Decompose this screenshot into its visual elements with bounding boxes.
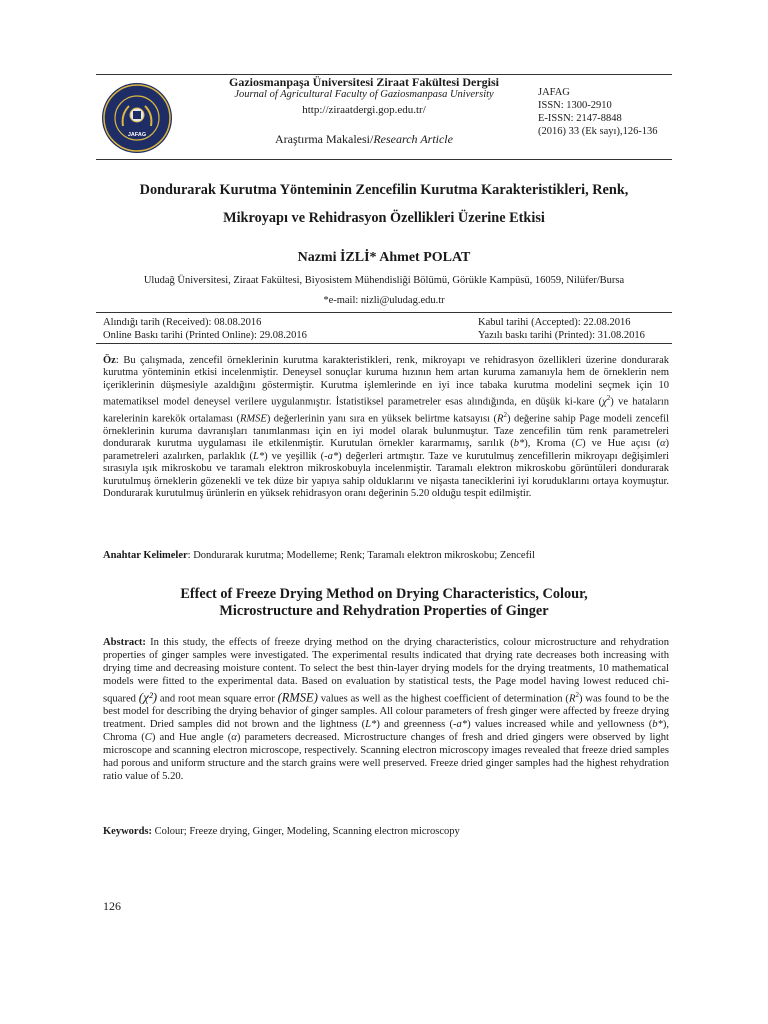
affiliation: Uludağ Üniversitesi, Ziraat Fakültesi, Biyosistem Mühendisliği Bölümü, Görükle Kampüsü, 16059, Nilüfer/Bursa bbox=[143, 275, 625, 286]
volume-info: (2016) 33 (Ek sayı),126-136 bbox=[538, 126, 658, 137]
abstract-en: Abstract: In this study, the effects of freeze drying method on the drying characteristics, colour microstructure and rehydration properties of ginger samples were investigated. The experimental results indicated that drying rate decreases both increasing with drying time and decreasing moisture content. To select the best thin-layer drying models for the drying treatments, 10 mathematical models were fitted to the experimental data. Based on evaluation by statistical tests, the Page model having lowest reduced chi-squared (χ²) and root mean square error (RMSE) values as well as the highest coefficient of determination $(R^2)$ was found to be the best model for describing the drying behavior of ginger samples. All colour parameters of fresh ginger were affected by freeze drying treatment. Dried samples did not brown and the lightness (L*) and greenness (-a*) values increased while and yellowness (b*), Chroma (C) and Hue angle (α) parameters decreased. Microstructure changes of fresh and dried gingers were observed by light microscope and scanning electron microscope, respectively. Scanning electron microscopy images revealed that freeze dried samples had porous and uniform structure and the starch grains were well preserved. Freeze dried ginger samples had the highest rehydration ratio value of 5.20. bbox=[103, 637, 669, 782]
abstract-tr: Öz: Bu çalışmada, zencefil örneklerinin kurutma karakteristikleri, renk, mikroyapı ve rehidrasyon özellikleri üzerine dondurarak kurutma yönteminin etkisi incelenmiştir. Deneysel sonuçlar kuruma hızının hem artan kuruma zamanıyla hem de örneklerin nem içeriklerinin düşmesiyle azaldığını göstermiştir. Kurutma işlemlerinde en iyi ince tabaka kurutma modelini seçmek için 10 matematiksel model deneysel verilere uygulanmıştır. İstatistiksel parametreler esas alındığında, en düşük ki-kare $(\chi^2)$ ve hataların karelerinin karekök ortalaması (RMSE) değerlerinin yanı sıra en yüksek belirtme katsayısı $(R^2)$ değerine sahip Page modeli zencefil örneklerinin kuruma davranışları tanımlanması için en iyi model olarak bulunmuştur. Taze zencefilin tüm renk parametreleri dondurarak kurutma uygulaması ile etkilenmiştir. Kurutulan örnekler kararmamış, sarılık (b*), Kroma (C) ve Hue açısı (α) parametreleri azalırken, parlaklık (L*) ve yeşillik (-a*) değerleri artmıştır. Taze ve kurutulmuş zencefillerin mikroyapı değişimleri sırasıyla ışık mikroskobu ve taramalı elektron mikroskobuyla incelenmiştir. Taramalı elektron mikroskobu görüntüleri dondurarak kurutulmuş örneklerin gözenekli ve tek düze bir yapıya sahip olduklarını ve nişasta taneciklerini iyi koruduklarını ortaya koymuştur. Dondurarak kurutulmuş ürünlerin en yüksek rehidrasyon oranı değerinin 5.20 olduğu tespit edilmiştir. bbox=[103, 355, 669, 500]
keywords-tr: Anahtar Kelimeler: Dondurarak kurutma; Modelleme; Renk; Taramalı elektron mikroskobu; Zencefil bbox=[103, 550, 535, 561]
keywords-en: Keywords: Colour; Freeze drying, Ginger, Modeling, Scanning electron microscopy bbox=[103, 826, 460, 837]
dates-left bbox=[103, 316, 423, 342]
journal-header bbox=[188, 76, 540, 146]
journal-url[interactable]: http://ziraatdergi.gop.edu.tr/ bbox=[302, 104, 426, 116]
dates-right bbox=[478, 316, 672, 342]
authors: Nazmi İZLİ* Ahmet POLAT bbox=[297, 250, 471, 265]
journal-title: Gaziosmanpaşa Üniversitesi Ziraat Fakültesi Dergisi bbox=[229, 75, 499, 89]
dates-bottom-rule bbox=[96, 343, 672, 344]
page-number: 126 bbox=[103, 899, 121, 913]
printed-date: Yazılı baskı tarihi (Printed): 31.08.2016 bbox=[478, 330, 645, 341]
accepted-date: Kabul tarihi (Accepted): 22.08.2016 bbox=[478, 317, 631, 328]
journal-title-en: Journal of Agricultural Faculty of Gaziosmanpasa University bbox=[234, 89, 494, 100]
article-type: Araştırma Makalesi/Research Article bbox=[275, 132, 453, 146]
received-date: Alındığı tarih (Received): 08.08.2016 bbox=[103, 317, 262, 328]
title-tr: Dondurarak Kurutma Yönteminin Zencefilin Kurutma Karakteristikleri, Renk, Mikroyapı ve Rehidrasyon Özellikleri Üzerine Etkisi bbox=[139, 182, 629, 226]
author-email: *e-mail: nizli@uludag.edu.tr bbox=[323, 295, 445, 306]
issn: ISSN: 1300-2910 bbox=[538, 100, 612, 111]
header-bottom-rule bbox=[96, 159, 672, 160]
journal-logo bbox=[101, 82, 173, 154]
journal-abbr: JAFAG bbox=[538, 87, 570, 98]
online-date: Online Baskı tarihi (Printed Online): 29.08.2016 bbox=[103, 330, 307, 341]
title-en: Effect of Freeze Drying Method on Drying Characteristics, Colour, Microstructure and Rehydration Properties of Ginger bbox=[180, 586, 588, 619]
journal-issn-block bbox=[538, 86, 678, 138]
svg-text:JAFAG: JAFAG bbox=[127, 132, 147, 138]
eissn: E-ISSN: 2147-8848 bbox=[538, 113, 622, 124]
dates-top-rule bbox=[96, 312, 672, 313]
